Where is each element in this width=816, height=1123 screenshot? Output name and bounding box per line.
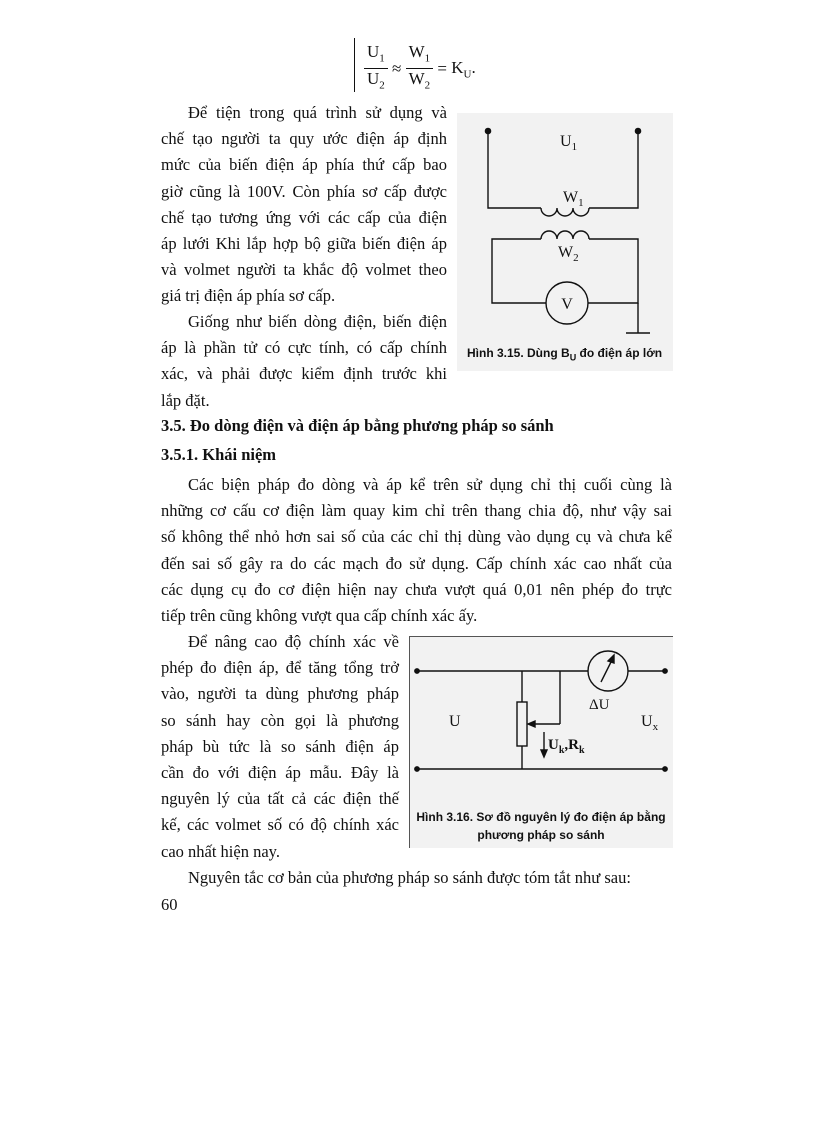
paragraph-polarity: [161, 309, 447, 414]
text-line: Để tiện trong quá trình sử dụng và: [188, 103, 447, 122]
text-line: tiếp trên cũng không vượt qua cấp chính xác ấy.: [161, 606, 478, 626]
page-number: 60: [161, 895, 178, 914]
formula-rule: [354, 38, 355, 92]
text-line: đến sai số gây ra do các mạch đo sử dụng. Cấp chính xác cao nhất của: [161, 553, 672, 573]
figure-3-16-caption: Hình 3.16. Sơ đồ nguyên lý đo điện áp bằng phương pháp so sánh: [416, 810, 666, 842]
w1-label: $W_1$: [563, 189, 584, 209]
text-line: lắp đặt.: [161, 390, 210, 410]
u1-label: $U_1$: [560, 133, 578, 153]
fraction-w: $\frac{W_1}{W_2}$: [406, 42, 434, 96]
text-line: xác, và phải được kiểm định trước khi: [161, 364, 447, 384]
voltage-transformer-diagram: [457, 113, 673, 371]
text-line: Giống như biến dòng điện, biến điện: [188, 312, 447, 331]
paragraph-voltage-transformer-rating: [161, 100, 447, 310]
formula-ku: $\frac{U_1}{U_2}$ ≈ $\frac{W_1}{W_2}$ = $K_U$.: [364, 42, 476, 96]
paragraph-comparison-method: [161, 629, 399, 865]
text-line: cao nhất hiện nay.: [161, 841, 280, 861]
text-line: các dụng cụ đo cơ điện hiện nay chưa vượt quá 0,01 nên phép đo trực: [161, 579, 672, 599]
ux-label: $U_x$: [641, 713, 659, 733]
text-line: Các biện pháp đo dòng và áp kể trên sử dụng chỉ thị cuối cùng là: [188, 475, 672, 494]
delta-u-label: ΔU: [589, 697, 610, 713]
figure-3-16: [409, 636, 673, 848]
text-line: giá trị điện áp phía sơ cấp.: [161, 286, 336, 306]
uk-rk-label: $U_k,R_k$: [548, 737, 585, 756]
text-line: và volmet người ta khắc độ volmet theo: [161, 260, 447, 280]
u-label: U: [449, 713, 461, 730]
text-line: cần đo với điện áp mẫu. Đây là: [161, 763, 399, 783]
text-line: số không thể nhỏ hơn sai số của các chỉ thị dùng vào dụng cụ và chưa kể: [161, 527, 672, 547]
text-line: chế tạo tương ứng với các cấp của điện: [161, 207, 447, 227]
text-line: những cơ cấu cơ điện làm quay kim chỉ trên thang chia độ, như vậy sai: [161, 501, 672, 521]
text-line: áp lưới Khi lắp hợp bộ giữa biến điện áp: [161, 234, 447, 254]
text-line: so sánh hay còn gọi là phương: [161, 710, 399, 730]
text-line: Để nâng cao độ chính xác về: [188, 632, 399, 651]
paragraph-principle: Nguyên tắc cơ bản của phương pháp so sánh được tóm tắt như sau:: [188, 868, 631, 887]
paragraph-concept: [161, 472, 672, 629]
text-line: chế tạo người ta quy ước điện áp định: [161, 129, 447, 149]
figure-3-15: [457, 113, 673, 371]
text-line: giờ cũng là 100V. Còn phía sơ cấp được: [161, 181, 447, 201]
voltmeter-symbol: V: [561, 296, 573, 313]
text-line: mức của biến điện áp phía thứ cấp bao: [161, 155, 447, 175]
text-line: vào, người ta dùng phương pháp: [161, 684, 399, 704]
text-line: pháp bù tức là so sánh điện áp: [161, 736, 399, 756]
w2-label: $W_2$: [558, 244, 579, 264]
text-line: áp là phần tử có cực tính, có cấp chính: [161, 338, 447, 358]
figure-3-15-caption: Hình 3.15. Dùng $B_U$ đo điện áp lớn: [467, 346, 663, 363]
fraction-u: $\frac{U_1}{U_2}$: [364, 42, 388, 96]
text-line: nguyên lý của tất cả các điện thế: [161, 789, 399, 809]
text-line: kế, các volmet số có độ chính xác: [161, 815, 399, 835]
section-heading-3-5-1: 3.5.1. Khái niệm: [161, 445, 277, 464]
section-heading-3-5: 3.5. Đo dòng điện và điện áp bằng phương pháp so sánh: [161, 416, 554, 435]
text-line: phép đo điện áp, để tăng tổng trở: [161, 658, 399, 678]
